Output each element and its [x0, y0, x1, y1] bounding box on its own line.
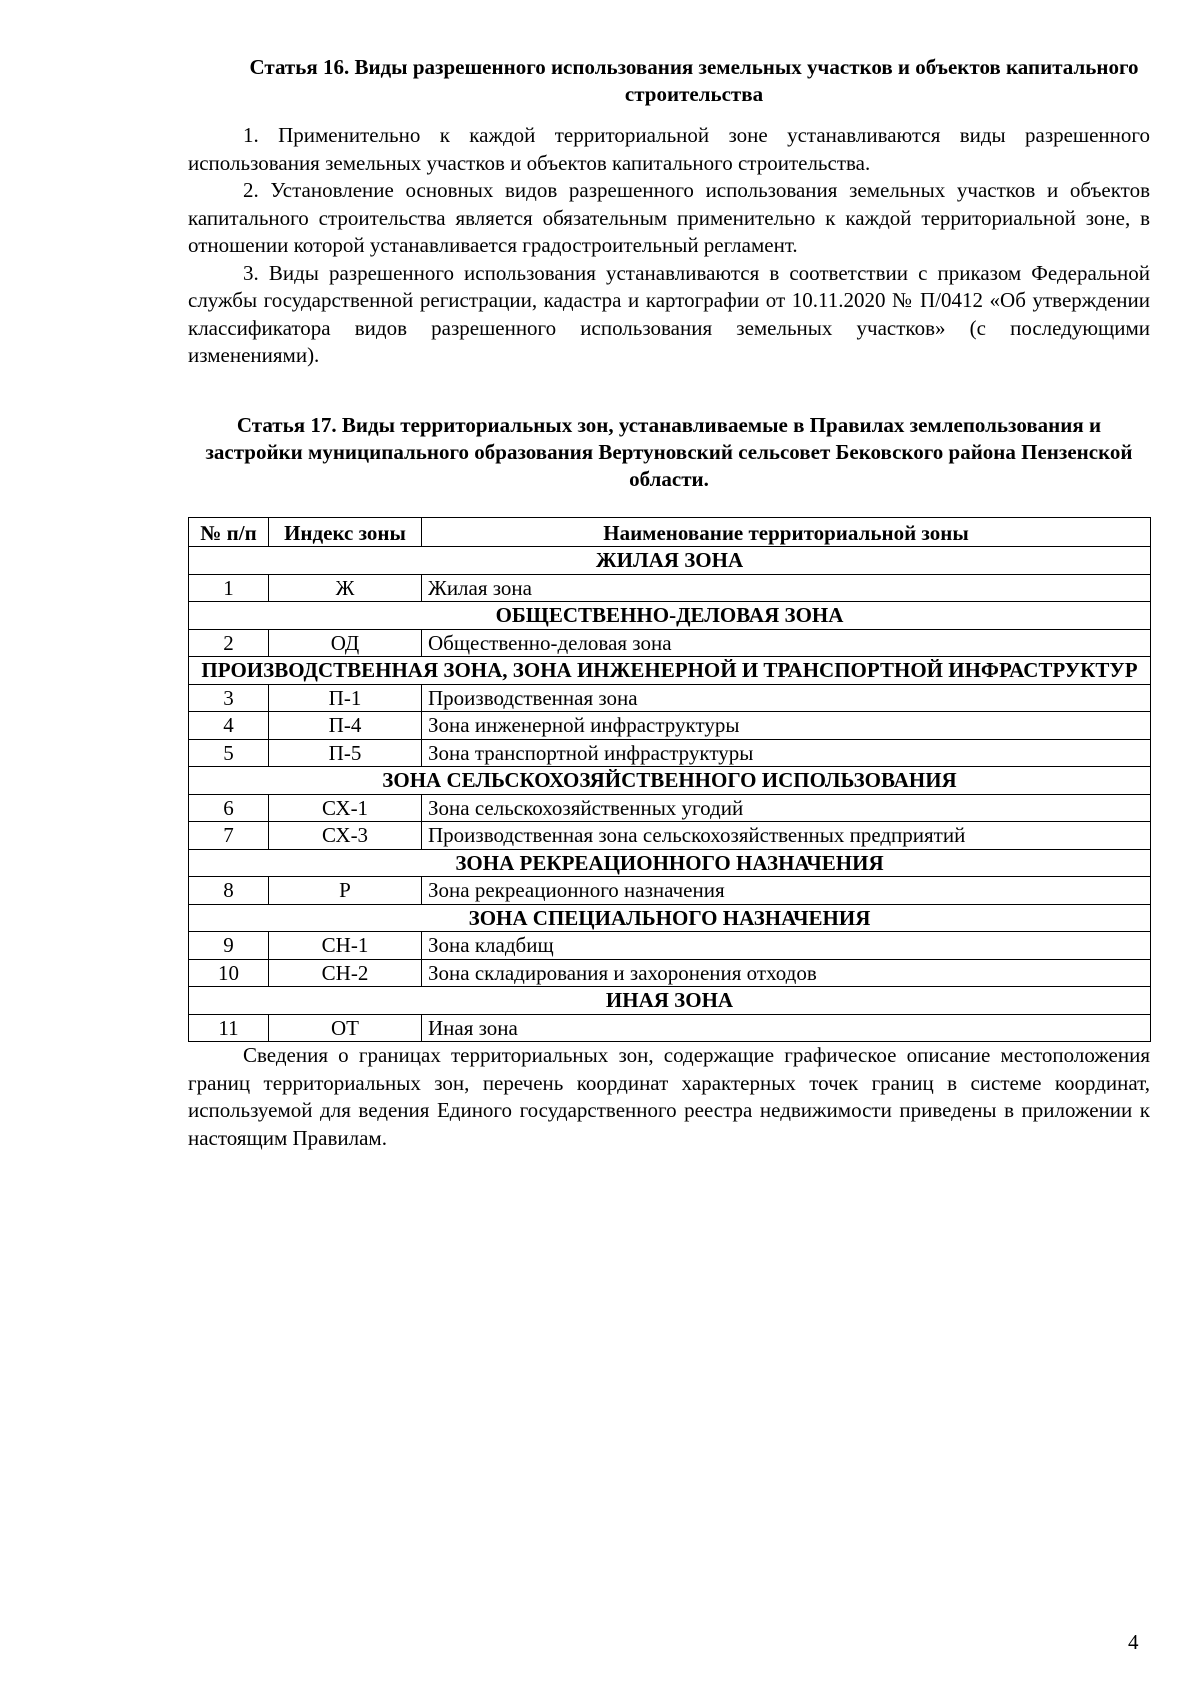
zone-index: П-4	[269, 712, 422, 740]
zone-number: 7	[189, 822, 269, 850]
article-16-body	[188, 122, 1150, 370]
section-title: ЖИЛАЯ ЗОНА	[189, 547, 1151, 575]
zone-number: 11	[189, 1014, 269, 1042]
article-16-paragraph-3: 3. Виды разрешенного использования устанавливаются в соответствии с приказом Федеральной службы государственной регистрации, кадастра и картографии от 10.11.2020 № П/0412 «Об утверждении классификатора видов разрешенного использования земельных участков» (с последующими изменениями).	[188, 260, 1150, 367]
section-row	[189, 904, 1151, 932]
zone-number: 2	[189, 629, 269, 657]
section-title: ОБЩЕСТВЕННО-ДЕЛОВАЯ ЗОНА	[189, 602, 1151, 630]
table-row	[189, 932, 1151, 960]
section-title: ЗОНА СПЕЦИАЛЬНОГО НАЗНАЧЕНИЯ	[189, 904, 1151, 932]
zone-index: СН-1	[269, 932, 422, 960]
zone-name: Зона кладбищ	[422, 932, 1151, 960]
zone-number: 6	[189, 794, 269, 822]
table-row	[189, 739, 1151, 767]
table-row	[189, 822, 1151, 850]
zone-name: Зона рекреационного назначения	[422, 877, 1151, 905]
article-17-title: Статья 17. Виды территориальных зон, устанавливаемые в Правилах землепользования и застройки муниципального образования Вертуновский сельсовет Бековского района Пензенской области.	[205, 412, 1133, 491]
zone-number: 1	[189, 574, 269, 602]
zones-table	[188, 517, 1151, 1043]
article-16-paragraph-1: 1. Применительно к каждой территориальной зоне устанавливаются виды разрешенного использования земельных участков и объектов капитального строительства.	[188, 123, 1150, 175]
zone-index: П-5	[269, 739, 422, 767]
zone-name: Зона транспортной инфраструктуры	[422, 739, 1151, 767]
table-row	[189, 877, 1151, 905]
section-title: ЗОНА РЕКРЕАЦИОННОГО НАЗНАЧЕНИЯ	[189, 849, 1151, 877]
section-row	[189, 849, 1151, 877]
section-row	[189, 987, 1151, 1015]
zone-number: 3	[189, 684, 269, 712]
zone-name: Зона инженерной инфраструктуры	[422, 712, 1151, 740]
zone-index: ОТ	[269, 1014, 422, 1042]
zones-table-body	[189, 547, 1151, 1042]
zone-number: 4	[189, 712, 269, 740]
section-title: ИНАЯ ЗОНА	[189, 987, 1151, 1015]
table-row	[189, 684, 1151, 712]
section-row	[189, 547, 1151, 575]
zone-index: П-1	[269, 684, 422, 712]
table-row	[189, 794, 1151, 822]
article-16-paragraph-2: 2. Установление основных видов разрешенного использования земельных участков и объектов капитального строительства является обязательным применительно к каждой территориальной зоне, в отношении которой устанавливается градостроительный регламент.	[188, 178, 1150, 257]
zone-name: Общественно-деловая зона	[422, 629, 1151, 657]
section-row	[189, 602, 1151, 630]
zone-name: Производственная зона	[422, 684, 1151, 712]
header-index: Индекс зоны	[269, 517, 422, 547]
zone-index: Р	[269, 877, 422, 905]
document-page	[188, 54, 1150, 1152]
zone-name: Зона складирования и захоронения отходов	[422, 959, 1151, 987]
footer-paragraph: Сведения о границах территориальных зон, содержащие графическое описание местоположения границ территориальных зон, перечень координат характерных точек границ в системе координат, используемой для ведения Единого государственного реестра недвижимости приведены в приложении к настоящим Правилам.	[188, 1043, 1150, 1150]
header-num: № п/п	[189, 517, 269, 547]
section-row	[189, 767, 1151, 795]
table-row	[189, 712, 1151, 740]
zone-number: 5	[189, 739, 269, 767]
zone-index: СН-2	[269, 959, 422, 987]
section-row	[189, 657, 1151, 685]
zone-name: Производственная зона сельскохозяйственных предприятий	[422, 822, 1151, 850]
zone-number: 9	[189, 932, 269, 960]
table-row	[189, 629, 1151, 657]
zone-number: 10	[189, 959, 269, 987]
zone-index: СХ-1	[269, 794, 422, 822]
page-number: 4	[1128, 1630, 1139, 1654]
table-row	[189, 959, 1151, 987]
zone-name: Иная зона	[422, 1014, 1151, 1042]
header-name: Наименование территориальной зоны	[422, 517, 1151, 547]
zone-name: Зона сельскохозяйственных угодий	[422, 794, 1151, 822]
zone-name: Жилая зона	[422, 574, 1151, 602]
zone-number: 8	[189, 877, 269, 905]
zone-index: СХ-3	[269, 822, 422, 850]
table-header-row	[189, 517, 1151, 547]
table-row	[189, 574, 1151, 602]
zone-index: ОД	[269, 629, 422, 657]
table-row	[189, 1014, 1151, 1042]
zone-index: Ж	[269, 574, 422, 602]
article-16-title: Статья 16. Виды разрешенного использования земельных участков и объектов капитального строительства	[249, 55, 1139, 106]
section-title: ЗОНА СЕЛЬСКОХОЗЯЙСТВЕННОГО ИСПОЛЬЗОВАНИЯ	[189, 767, 1151, 795]
section-title: ПРОИЗВОДСТВЕННАЯ ЗОНА, ЗОНА ИНЖЕНЕРНОЙ И ТРАНСПОРТНОЙ ИНФРАСТРУКТУР	[189, 657, 1151, 685]
